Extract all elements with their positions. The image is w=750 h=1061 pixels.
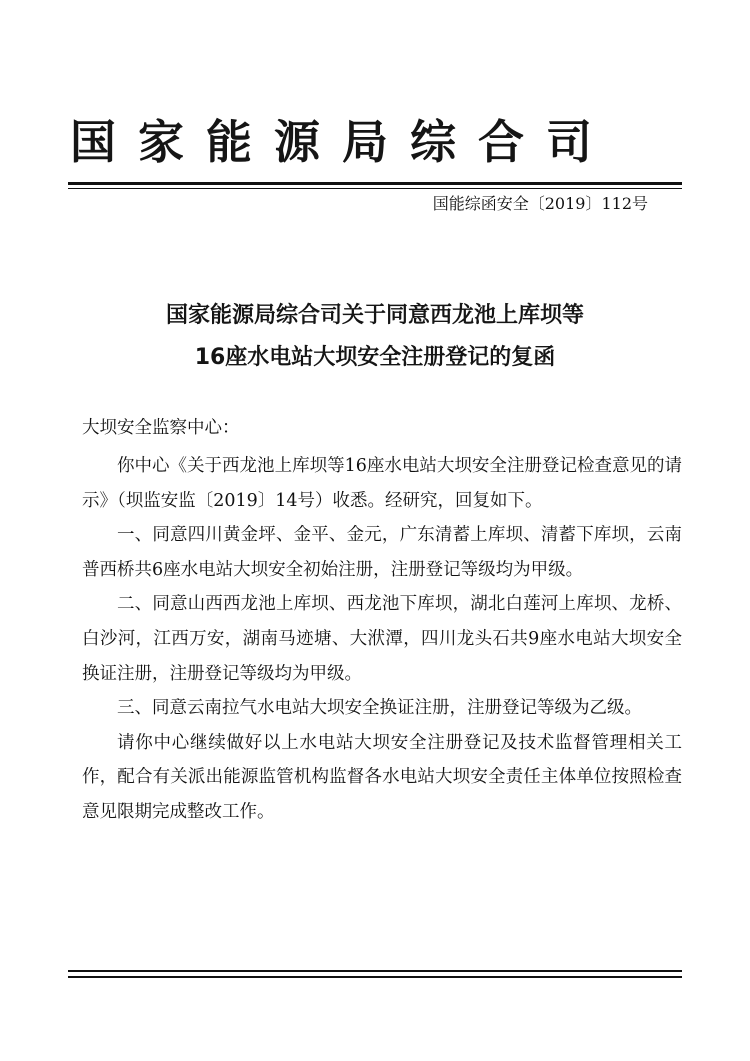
body-paragraph-item-3: 三、同意云南拉气水电站大坝安全换证注册，注册登记等级为乙级。 bbox=[117, 698, 642, 719]
footer-divider-upper bbox=[68, 970, 682, 972]
document-number: 国能综函安全〔2019〕112号 bbox=[432, 194, 648, 213]
header-divider-thick bbox=[68, 182, 682, 185]
addressee: 大坝安全监察中心： bbox=[82, 418, 240, 438]
body-paragraph-closing: 请你中心继续做好以上水电站大坝安全注册登记及技术监督管理相关工作，配合有关派出能源监管机构监督各水电站大坝安全责任主体单位按照检查意见限期完成整改工作。 bbox=[82, 732, 682, 822]
body-paragraph-item-2: 二、同意山西西龙池上库坝、西龙池下库坝，湖北白莲河上库坝、龙桥、白沙河，江西万安，湖南马迹塘、大洑潭，四川龙头石共9座水电站大坝安全换证注册，注册登记等级均为甲级。 bbox=[82, 594, 682, 684]
letter-body bbox=[82, 449, 682, 830]
body-paragraph-intro: 你中心《关于西龙池上库坝等16座水电站大坝安全注册登记检查意见的请示》（坝监安监〔2019〕14号）收悉。经研究，回复如下。 bbox=[82, 456, 682, 511]
body-paragraph-item-1: 一、同意四川黄金坪、金平、金元，广东清蓄上库坝、清蓄下库坝，云南普西桥共6座水电站大坝安全初始注册，注册登记等级均为甲级。 bbox=[82, 525, 682, 580]
document-title-line-1: 国家能源局综合司关于同意西龙池上库坝等 bbox=[165, 303, 584, 328]
document-title-line-2: 16座水电站大坝安全注册登记的复函 bbox=[194, 345, 556, 370]
header-divider-thin bbox=[68, 188, 682, 189]
issuing-organization-header: 国家能源局综合司 bbox=[70, 115, 614, 169]
footer-divider-lower bbox=[68, 976, 682, 978]
